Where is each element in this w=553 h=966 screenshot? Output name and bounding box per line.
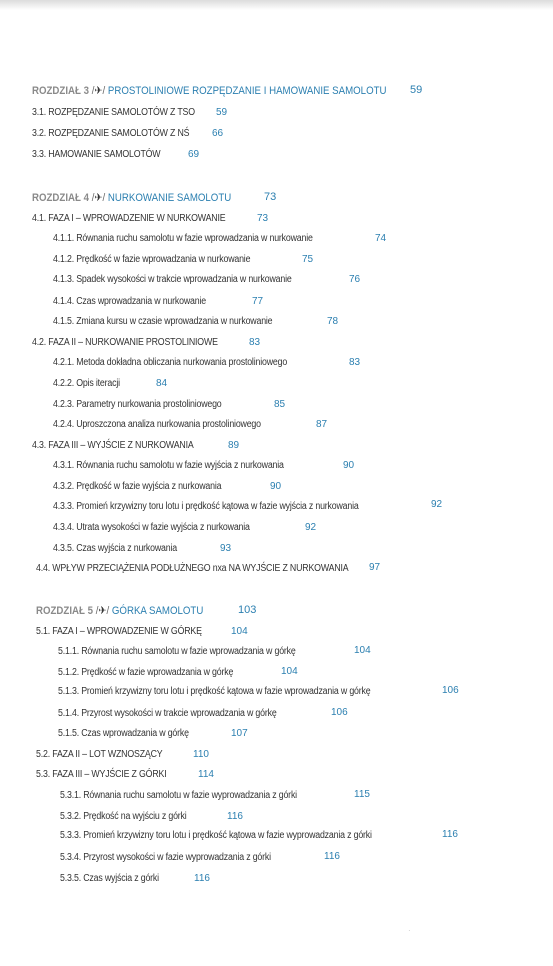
toc-entry: 4.1.3. Spadek wysokości w trakcie wprowadzania w nurkowanie — [53, 274, 292, 285]
toc-entry: 5.1.3. Promień krzywizny toru lotu i prędkość kątowa w fazie wprowadzania w górkę — [58, 686, 371, 697]
toc-entry: 4.3.2. Prędkość w fazie wyjścia z nurkowania — [53, 481, 222, 492]
page-number: 73 — [257, 213, 269, 224]
page-number: 89 — [228, 440, 240, 451]
page-number: 104 — [231, 626, 248, 637]
chapter-page-number: 59 — [410, 84, 423, 96]
separator: / — [91, 192, 95, 204]
toc-entry: 3.2. ROZPĘDZANIE SAMOLOTÓW Z NŚ — [32, 128, 190, 139]
toc-entry: 4.1.2. Prędkość w fazie wprowadzania w nurkowanie — [53, 254, 251, 265]
chapter-page-number: 103 — [238, 604, 257, 616]
airplane-icon: ✈ — [98, 605, 107, 617]
chapter-label: ROZDZIAŁ 5 — [36, 605, 94, 617]
page-number: 116 — [442, 829, 458, 840]
toc-entry: 4.1. FAZA I – WPROWADZENIE W NURKOWANIE — [32, 213, 226, 224]
chapter-title: NURKOWANIE SAMOLOTU — [107, 192, 232, 204]
toc-entry: 4.2.4. Uproszczona analiza nurkowania prostoliniowego — [53, 419, 261, 430]
page-number: 87 — [316, 419, 328, 430]
page-number: 92 — [431, 499, 443, 510]
page-number: 116 — [227, 811, 243, 822]
page-number: 76 — [349, 274, 361, 285]
page-number: 92 — [305, 522, 317, 533]
toc-entry: 4.3. FAZA III – WYJŚCIE Z NURKOWANIA — [32, 440, 194, 451]
page-number: 93 — [220, 543, 232, 554]
separator: / — [102, 85, 106, 97]
toc-entry: 5.3.4. Przyrost wysokości w fazie wyprowadzania z górki — [60, 852, 271, 863]
separator: / — [95, 605, 99, 617]
page-number: 69 — [188, 149, 200, 160]
toc-entry: 3.1. ROZPĘDZANIE SAMOLOTÓW Z TSO — [32, 107, 195, 118]
page-number: 110 — [193, 749, 209, 760]
page-number: 104 — [354, 645, 371, 656]
toc-entry: 4.3.1. Równania ruchu samolotu w fazie wyjścia z nurkowania — [53, 460, 284, 471]
chapter-heading — [32, 84, 387, 97]
page-number: 107 — [231, 728, 248, 739]
toc-entry: 3.3. HAMOWANIE SAMOLOTÓW — [32, 149, 161, 160]
airplane-icon: ✈ — [94, 85, 103, 97]
chapter-title: GÓRKA SAMOLOTU — [111, 605, 204, 617]
chapter-title: PROSTOLINIOWE ROZPĘDZANIE I HAMOWANIE SAMOLOTU — [107, 85, 387, 97]
page-number: 83 — [249, 337, 261, 348]
page-number: 66 — [212, 128, 224, 139]
page-number: 78 — [327, 316, 339, 327]
toc-entry: 5.1.2. Prędkość w fazie wprowadzania w górkę — [58, 667, 234, 678]
toc-entry: 4.1.5. Zmiana kursu w czasie wprowadzania w nurkowanie — [53, 316, 273, 327]
page-number: 59 — [216, 107, 228, 118]
page-number: 106 — [331, 707, 348, 718]
toc-entry: 5.3.5. Czas wyjścia z górki — [60, 873, 159, 884]
page-number: 90 — [270, 481, 282, 492]
toc-entry: 5.1.4. Przyrost wysokości w trakcie wprowadzania w górkę — [58, 708, 277, 719]
page-number: 104 — [281, 666, 298, 677]
page-number: 74 — [375, 233, 387, 244]
page-number: 84 — [156, 378, 168, 389]
chapter-heading — [36, 604, 203, 617]
chapter-label: ROZDZIAŁ 4 — [32, 192, 90, 204]
page-number: 116 — [324, 851, 340, 862]
scan-speck: · — [408, 926, 411, 935]
separator: / — [102, 192, 106, 204]
toc-entry: 5.3.1. Równania ruchu samolotu w fazie wyprowadzania z górki — [60, 790, 297, 801]
chapter-heading — [32, 191, 231, 204]
toc-entry: 4.2.3. Parametry nurkowania prostoliniowego — [53, 399, 222, 410]
toc-entry: 4.2.1. Metoda dokładna obliczania nurkowania prostoliniowego — [53, 357, 288, 368]
airplane-icon: ✈ — [94, 192, 103, 204]
chapter-label: ROZDZIAŁ 3 — [32, 85, 90, 97]
separator: / — [106, 605, 110, 617]
page-number: 75 — [302, 254, 314, 265]
toc-entry: 4.2.2. Opis iteracji — [53, 378, 120, 389]
page-number: 77 — [252, 296, 264, 307]
toc-entry: 5.3.3. Promień krzywizny toru lotu i prędkość kątowa w fazie wyprowadzania z górki — [60, 830, 372, 841]
toc-entry: 5.1.5. Czas wprowadzania w górkę — [58, 728, 189, 739]
page-number: 106 — [442, 685, 459, 696]
toc-entry: 5.3.2. Prędkość na wyjściu z górki — [60, 811, 187, 822]
page-number: 85 — [274, 399, 286, 410]
toc-entry: 4.4. WPŁYW PRZECIĄŻENIA PODŁUŻNEGO nxa NA WYJŚCIE Z NURKOWANIA — [36, 563, 349, 574]
toc-entry: 5.1.1. Równania ruchu samolotu w fazie wprowadzania w górkę — [58, 646, 296, 657]
page-number: 115 — [354, 789, 370, 800]
page-number: 116 — [194, 873, 210, 884]
toc-entry: 4.1.4. Czas wprowadzania w nurkowanie — [53, 296, 206, 307]
page-number: 97 — [369, 562, 381, 573]
chapter-page-number: 73 — [264, 191, 277, 203]
toc-entry: 4.1.1. Równania ruchu samolotu w fazie wprowadzania w nurkowanie — [53, 233, 313, 244]
toc-entry: 5.1. FAZA I – WPROWADZENIE W GÓRKĘ — [36, 626, 202, 637]
page-number: 83 — [349, 357, 361, 368]
toc-entry: 4.2. FAZA II – NURKOWANIE PROSTOLINIOWE — [32, 337, 218, 348]
toc-entry: 5.3. FAZA III – WYJŚCIE Z GÓRKI — [36, 769, 167, 780]
toc-entry: 4.3.4. Utrata wysokości w fazie wyjścia z nurkowania — [53, 522, 250, 533]
toc-entry: 5.2. FAZA II – LOT WZNOSZĄCY — [36, 749, 163, 760]
toc-entry: 4.3.3. Promień krzywizny toru lotu i prędkość kątowa w fazie wyjścia z nurkowania — [53, 501, 359, 512]
page-number: 90 — [343, 460, 355, 471]
page-number: 114 — [198, 769, 214, 780]
toc-entry: 4.3.5. Czas wyjścia z nurkowania — [53, 543, 177, 554]
separator: / — [91, 85, 95, 97]
